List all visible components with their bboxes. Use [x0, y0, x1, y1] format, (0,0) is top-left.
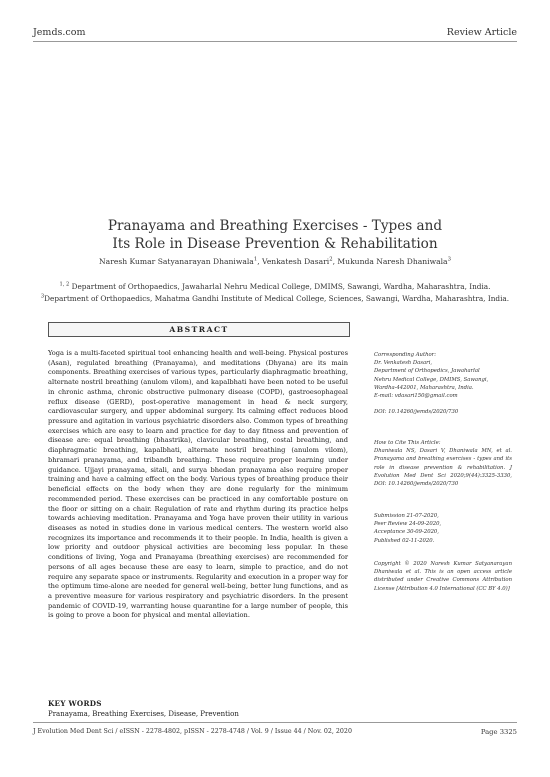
author-name: Venkatesh Dasari [262, 257, 330, 266]
title-line-1: Pranayama and Breathing Exercises - Types and [107, 218, 443, 234]
affiliation [40, 294, 510, 303]
article-type: Review Article [446, 27, 517, 38]
journal-site-name: Jemds.com [33, 27, 86, 38]
keywords-list: Pranayama, Breathing Exercises, Disease, Prevention [48, 710, 239, 718]
date-line: Published 02-11-2020. [374, 537, 435, 544]
affiliation-marker: 1, 2 [59, 281, 70, 288]
corresponding-email[interactable]: E-mail: vdasari150@gmail.com [374, 393, 458, 400]
doi-link[interactable]: DOI: 10.14260/jemds/2020/730 [374, 409, 459, 415]
affiliation-text: Department of Orthopaedics, Mahatma Gandhi Institute of Medical College, Sciences, Sawangi, Wardha, Maharashtra, India. [44, 294, 510, 303]
author-name: Naresh Kumar Satyanarayan Dhaniwala [99, 257, 254, 266]
title-line-2: Its Role in Disease Prevention & Rehabilitation [112, 236, 438, 252]
footer-citation: J Evolution Med Dent Sci / eISSN - 2278-4802, pISSN - 2278-4748 / Vol. 9 / Issue 44 / Nov. 02, 2020 [33, 728, 352, 735]
abstract-heading: ABSTRACT [48, 322, 350, 337]
author-list: Naresh Kumar Satyanarayan Dhaniwala$^1$, Venkatesh Dasari$^2$, Mukunda Naresh Dhaniwala$^3$ [99, 256, 451, 266]
author-affil-marker: 1 [253, 256, 258, 263]
date-line: Acceptance 30-09-2020, [374, 529, 439, 536]
corresponding-author-block [374, 351, 512, 400]
date-line: Submission 21-07-2020, [374, 513, 439, 519]
doi-block [374, 408, 512, 416]
copyright-block [374, 560, 512, 593]
citation-text: Dhaniwala NS, Dasari V, Dhaniwala MN, et al. Pranayama and breathing exercises - types and its role in disease prevention & rehabilitation. J Evolution Med Dent Sci 2020;9(44):3325-3330, DOI: 10.14260/jemds/2020/730 [374, 448, 512, 488]
author-name: Mukunda Naresh Dhaniwala [337, 257, 448, 266]
citation-block [374, 439, 512, 488]
affiliation-marker: 3 [40, 293, 45, 300]
abstract-text: Yoga is a multi-faceted spiritual tool enhancing health and well-being. Physical postures (Asan), regulated breathing (Pranayama), and meditations (Dhyana) are its main components. Breathing exercises of various types, particularly diaphragmatic breathing, alternate nostril breathing (anulom vilom), and kapalbhati have been noted to be useful in chronic asthma, chronic obstructive pulmonary disease (COPD), gastroesophageal reflux disease (GERD), post-operative management in head & neck surgery, cardiovascular surgery, and upper abdominal surgery. Its calming effect reduces blood pressure and agitation in various psychiatric disorders also. Common types of breathing exercises which are easy to learn and practice for day to day fitness and prevention of disease are: equal breathing (bhastrika), clavicular breathing, costal breathing, and diaphragmatic breathing, kapalbhati, alternate nostril breathing (anulom vilom), bhramari pranayama, and tribandh breathing. These require proper learning under guidance. Ujjayi pranayama, sitali, and surya bhedan pranayama also require proper training and have a calming effect on the body. Various types of breathing produce their beneficial effects on the body when they are done regularly for the minimum recommended period. These exercises can be practiced in any comfortable posture on the floor or sitting on a chair. Regulation of rate and rhythm during its practice helps towards achieving meditation. Pranayama and Yoga have proven their utility in various diseases as noted in studies done in various medical centers. The western world also recognizes its importance and recommends it to their people. In India, health is given a low priority and outdoor physical activities are becoming less popular. In these conditions of living, Yoga and Pranayama (breathing exercises) are recommended for persons of all ages because these are easy to learn, simple to practice, and do not require any separate space or instruments. Regularity and execution in a proper way for the optimum time-alone are needed for general well-being, better lung functions, and as a preventive measure for various respiratory and psychiatric disorders. In the present pandemic of COVID-19, warranting house quarantine for a large number of people, this is going to prove a boon for physical and mental alleviation. [48, 349, 348, 620]
header-rule [33, 41, 517, 42]
author-affil-marker: 3 [447, 256, 451, 263]
keywords-heading: KEY WORDS [48, 699, 102, 708]
date-line: Peer Review 24-09-2020, [374, 521, 442, 528]
page-number: Page 3325 [480, 728, 517, 736]
corresponding-line: Department of Orthopedics, Jawaharlal [374, 368, 480, 375]
corresponding-line: Wardha-442001, Maharashtra, India. [374, 384, 474, 391]
affiliation-text: Department of Orthopaedics, Jawaharlal Nehru Medical College, DMIMS, Sawangi, Wardha, Maharashtra, India. [71, 282, 491, 291]
corresponding-heading: Corresponding Author: [374, 352, 437, 358]
citation-heading: How to Cite This Article: [374, 440, 441, 446]
footer-rule [33, 722, 517, 723]
affiliation [40, 282, 510, 291]
dates-block [374, 512, 512, 545]
article-title [60, 217, 490, 253]
corresponding-line: Nehru Medical College, DMIMS, Sawangi, [374, 376, 489, 383]
author-affil-marker: 2 [329, 256, 333, 263]
copyright-text: Copyright © 2020 Naresh Kumar Satyanarayan Dhaniwala et al. This is an open access article distributed under Creative Commons Attribution License [Attribution 4.0 International (CC BY 4.0)] [374, 561, 512, 592]
corresponding-line: Dr. Venkatesh Dasari, [374, 360, 433, 367]
